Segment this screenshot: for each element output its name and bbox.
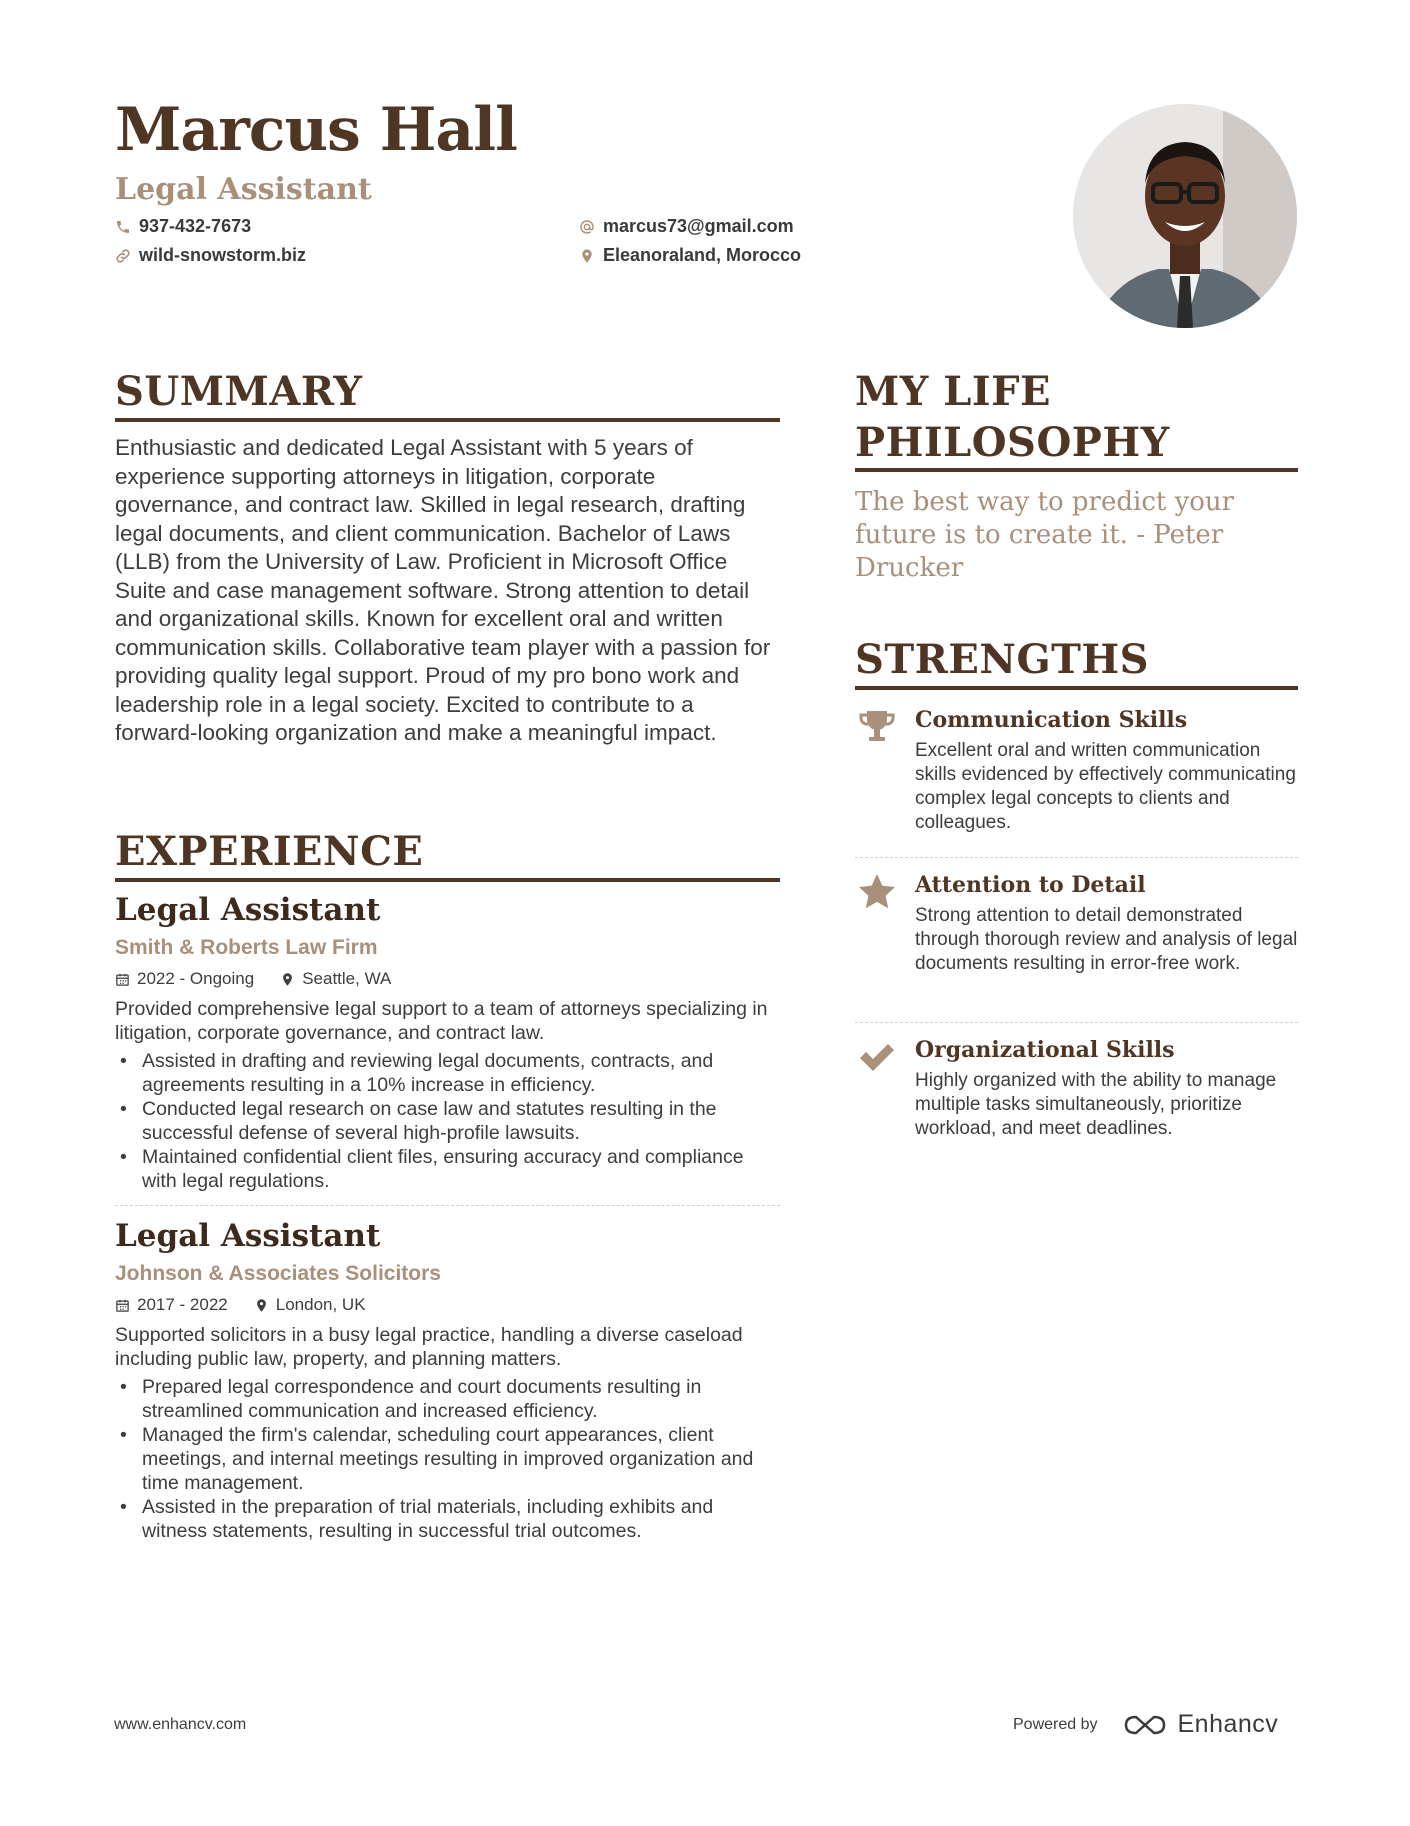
job-company: Smith & Roberts Law Firm (115, 936, 378, 959)
achievement-item: • Prepared legal correspondence and court documents resulting in streamlined communication and increased efficiency. (115, 1375, 780, 1423)
enhancv-logo-icon (1122, 1712, 1168, 1738)
website-text: wild-snowstorm.biz (139, 245, 307, 265)
experience-heading: EXPERIENCE (115, 826, 780, 882)
achievement-item: • Managed the firm's calendar, scheduling court appearances, client meetings, and internal meetings resulting in improved organization and time management. (115, 1423, 780, 1495)
location-text: Eleanoraland, Morocco (603, 245, 802, 265)
job-title: Legal Assistant (115, 1218, 381, 1254)
strength-divider (855, 857, 1298, 858)
job-achievements (115, 1375, 780, 1543)
job-description: Supported solicitors in a busy legal practice, handling a diverse caseload including public law, property, and planning matters. (115, 1324, 743, 1370)
summary-heading: SUMMARY (115, 366, 780, 422)
contact-phone (115, 216, 251, 237)
brand-logo[interactable] (1122, 1710, 1279, 1739)
job-entry (115, 1216, 780, 1543)
achievement-item: • Conducted legal research on case law and statutes resulting in the successful defense of several high-profile lawsuits. (115, 1097, 780, 1145)
job-location: London, UK (254, 1294, 366, 1316)
job-company: Johnson & Associates Solicitors (115, 1262, 441, 1285)
job-divider (115, 1205, 780, 1206)
footer-website-link[interactable]: www.enhancv.com (114, 1716, 247, 1733)
job-title: Legal Assistant (115, 892, 381, 928)
philosophy-quote: The best way to predict your future is to create it. - Peter Drucker (855, 487, 1235, 583)
calendar-icon (115, 972, 130, 987)
strength-item (855, 1035, 1298, 1141)
achievement-item: • Maintained confidential client files, ensuring accuracy and compliance with legal regulations. (115, 1145, 780, 1193)
strength-title: Attention to Detail (915, 872, 1146, 898)
calendar-icon (115, 1298, 130, 1313)
strength-item (855, 705, 1298, 835)
profile-photo (1073, 104, 1297, 328)
achievement-item: • Assisted in the preparation of trial materials, including exhibits and witness statements, resulting in successful trial outcomes. (115, 1495, 780, 1543)
job-location: Seattle, WA (280, 968, 391, 990)
contact-location (579, 245, 801, 266)
phone-icon (115, 219, 131, 235)
job-meta (115, 968, 780, 990)
candidate-name: Marcus Hall (115, 95, 517, 165)
link-icon (115, 248, 131, 264)
email-text: marcus73@gmail.com (603, 216, 794, 236)
strength-divider (855, 1022, 1298, 1023)
job-dates: 2017 - 2022 (115, 1294, 228, 1316)
strengths-heading: STRENGTHS (855, 634, 1298, 690)
contact-website[interactable] (115, 245, 306, 266)
job-entry (115, 890, 780, 1193)
philosophy-heading: MY LIFE PHILOSOPHY (855, 366, 1298, 472)
strength-title: Organizational Skills (915, 1037, 1175, 1063)
star-icon (857, 872, 897, 912)
contact-email[interactable] (579, 216, 794, 237)
summary-text: Enthusiastic and dedicated Legal Assistant with 5 years of experience supporting attorneys in litigation, corporate governance, and contract law. Skilled in legal research, drafting legal documents, and client communication. Bachelor of Laws (LLB) from the University of Law. Proficient in Microsoft Office Suite and case management software. Strong attention to detail and organizational skills. Known for excellent oral and written communication skills. Collaborative team player with a passion for providing quality legal support. Proud of my pro bono work and leadership role in a legal society. Excited to contribute to a forward-looking organization and make a meaningful impact. (115, 435, 771, 745)
checkmark-icon (857, 1037, 897, 1077)
trophy-icon (857, 707, 897, 747)
achievement-item: • Assisted in drafting and reviewing legal documents, contracts, and agreements resulting in a 10% increase in efficiency. (115, 1049, 780, 1097)
strength-title: Communication Skills (915, 707, 1188, 733)
strength-description: Highly organized with the ability to manage multiple tasks simultaneously, prioritize workload, and meet deadlines. (915, 1070, 1277, 1139)
at-icon (579, 219, 595, 235)
powered-by-label: Powered by (1013, 1715, 1098, 1733)
brand-name: Enhancv (1177, 1710, 1279, 1738)
location-pin-icon (579, 248, 595, 264)
job-achievements (115, 1049, 780, 1193)
job-dates: 2022 - Ongoing (115, 968, 254, 990)
location-pin-icon (280, 972, 295, 987)
phone-text: 937-432-7673 (139, 216, 252, 236)
strength-description: Strong attention to detail demonstrated through thorough review and analysis of legal documents resulting in error-free work. (915, 905, 1298, 974)
location-pin-icon (254, 1298, 269, 1313)
footer-branding (1013, 1710, 1278, 1739)
strength-item (855, 870, 1298, 976)
candidate-role: Legal Assistant (115, 172, 372, 207)
strength-description: Excellent oral and written communication skills evidenced by effectively communicating complex legal concepts to clients and colleagues. (915, 740, 1296, 833)
job-meta (115, 1294, 780, 1316)
job-description: Provided comprehensive legal support to a team of attorneys specializing in litigation, corporate governance, and contract law. (115, 998, 768, 1044)
